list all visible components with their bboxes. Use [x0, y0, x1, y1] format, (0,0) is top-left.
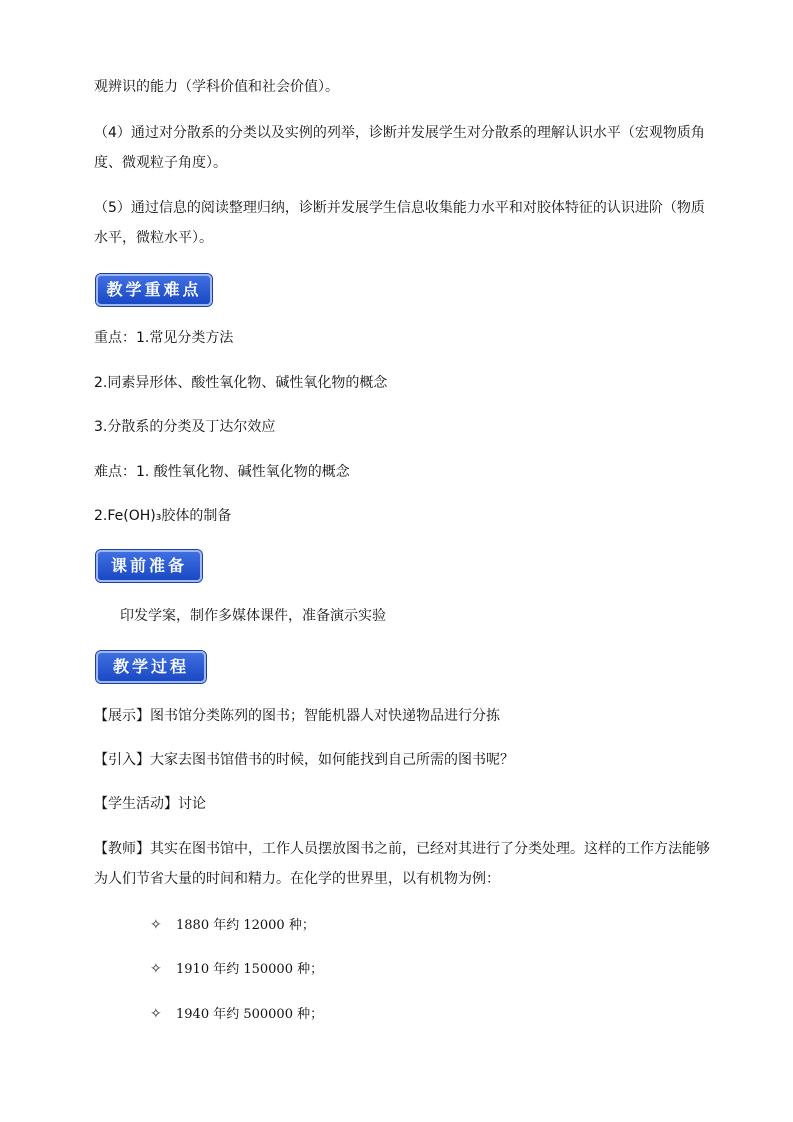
key-point-line-3: 3.分散系的分类及丁达尔效应: [94, 419, 276, 435]
list-item: [150, 958, 323, 981]
process-line-teacher: 【教师】其实在图书馆中，工作人员摆放图书之前，已经对其进行了分类处理。这样的工作方法能够为人们节省大量的时间和精力。在化学的世界里，以有机物为例：: [94, 841, 710, 887]
key-point-line-5: 2.Fe(OH)₃胶体的制备: [94, 508, 232, 524]
prep-text: 印发学案，制作多媒体课件，准备演示实验: [120, 608, 386, 624]
process-line-student-activity: 【学生活动】讨论: [94, 796, 206, 812]
diamond-bullet-icon: ✧: [150, 1006, 162, 1022]
list-item-text: 1910 年约 150000 种；: [176, 962, 324, 977]
section-heading-process: 教学过程: [96, 651, 206, 683]
paragraph-continuation: 观辨识的能力（学科价值和社会价值）。: [94, 79, 339, 95]
section-heading-prep: 课前准备: [96, 550, 202, 582]
list-item: [150, 1003, 323, 1026]
key-point-line-1: 重点：1.常见分类方法: [94, 330, 234, 346]
key-point-line-4: 难点：1. 酸性氧化物、碱性氧化物的概念: [94, 464, 350, 480]
list-item: [150, 914, 315, 937]
section-heading-key-points: 教学重难点: [96, 274, 212, 306]
diamond-bullet-icon: ✧: [150, 917, 162, 933]
paragraph-5: （5）通过信息的阅读整理归纳，诊断并发展学生信息收集能力水平和对胶体特征的认识进阶（物质水平，微粒水平）。: [94, 200, 705, 246]
diamond-bullet-icon: ✧: [150, 961, 162, 977]
process-line-intro: 【引入】大家去图书馆借书的时候，如何能找到自己所需的图书呢？: [94, 752, 514, 768]
process-line-display: 【展示】图书馆分类陈列的图书；智能机器人对快递物品进行分拣: [94, 708, 500, 724]
list-item-text: 1940 年约 500000 种；: [176, 1007, 324, 1022]
key-point-line-2: 2.同素异形体、酸性氧化物、碱性氧化物的概念: [94, 375, 388, 391]
list-item-text: 1880 年约 12000 种；: [176, 918, 315, 933]
paragraph-4: （4）通过对分散系的分类以及实例的列举，诊断并发展学生对分散系的理解认识水平（宏观物质角度、微观粒子角度）。: [94, 125, 705, 171]
